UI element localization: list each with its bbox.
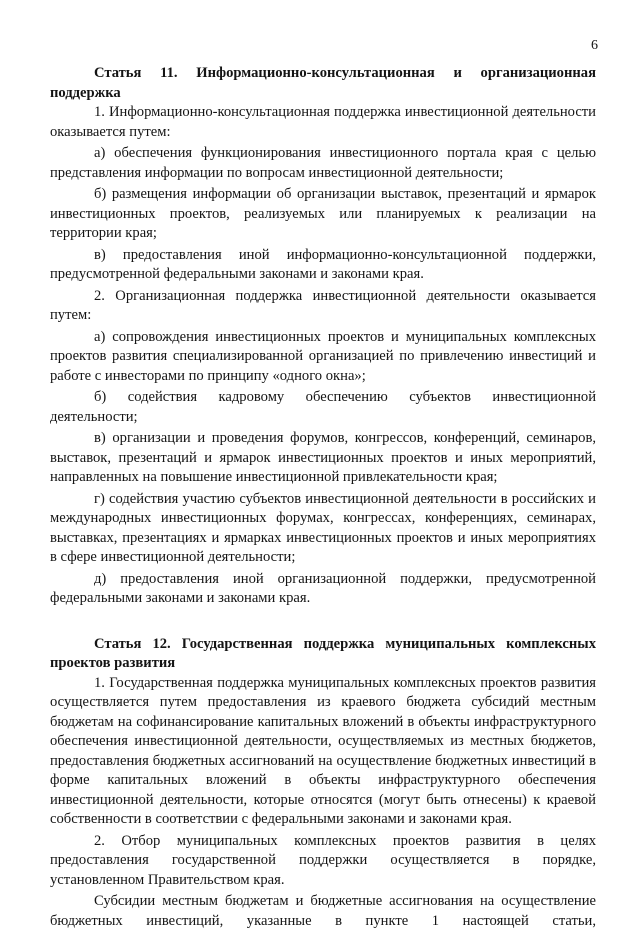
article-11-paragraph-2b: б) содействия кадровому обеспечению субъектов инвестиционной деятельности; bbox=[50, 389, 596, 425]
article-11-paragraph-2a: а) сопровождения инвестиционных проектов и муниципальных комплексных проектов развития специализированной организацией по привлечению инвестиций и работе с инвесторами по принципу «одного окна»; bbox=[50, 328, 596, 384]
article-11-paragraph-2e: д) предоставления иной организационной поддержки, предусмотренной федеральными законами и законами края. bbox=[50, 570, 596, 606]
article-11-paragraph-2c: в) организации и проведения форумов, конгрессов, конференций, семинаров, выставок, презентаций и ярмарок инвестиционных проектов и иных мероприятий, направленных на повышение инвестиционной привлекательности края; bbox=[50, 430, 596, 485]
section-spacer bbox=[50, 611, 596, 635]
article-11-paragraph-1a: а) обеспечения функционирования инвестиционного портала края с целью представления информации по вопросам инвестиционной деятельности; bbox=[50, 145, 596, 181]
article-11-paragraph-1c: в) предоставления иной информационно-консультационной поддержки, предусмотренной федеральными законами и законами края. bbox=[50, 246, 596, 282]
article-12 bbox=[50, 635, 596, 932]
article-11-paragraph-1b: б) размещения информации об организации выставок, презентаций и ярмарок инвестиционных проектов, реализуемых или планируемых к реализации на территории края; bbox=[50, 186, 596, 241]
article-12-paragraph-1: 1. Государственная поддержка муниципальных комплексных проектов развития осуществляется путем предоставления из краевого бюджета субсидий местным бюджетам на софинансирование капитальных вложений в объекты инфраструктурного обеспечения инвестиционной деятельности, осуществляемых из местных бюджетов, предоставления бюджетных ассигнований на осуществление бюджетных инвестиций в форме капитальных вложений в объекты инфраструктурного обеспечения инвестиционной деятельности, которые относятся (могут быть отнесены) к краевой собственности в соответствии с федеральными законами и законами края. bbox=[50, 674, 596, 827]
article-11-paragraph-2: 2. Организационная поддержка инвестиционной деятельности оказывается путем: bbox=[50, 287, 596, 323]
article-12-paragraph-2: 2. Отбор муниципальных комплексных проектов развития в целях предоставления государственной поддержки осуществляется в порядке, установленном Правительством края. bbox=[50, 832, 596, 888]
page-number: 6 bbox=[591, 38, 598, 53]
article-11-paragraph-1: 1. Информационно-консультационная поддержка инвестиционной деятельности оказывается путем: bbox=[50, 104, 596, 140]
article-11 bbox=[50, 64, 596, 609]
article-12-title: Статья 12. Государственная поддержка муниципальных комплексных проектов развития bbox=[50, 635, 596, 671]
article-11-title: Статья 11. Информационно-консультационная и организационная поддержка bbox=[50, 65, 596, 101]
article-11-paragraph-2d: г) содействия участию субъектов инвестиционной деятельности в российских и международных инвестиционных форумах, конгрессах, конференциях, семинарах, выставках, презентациях и ярмарках инвестиционных проектов и иных мероприятиях в сфере инвестиционной деятельности; bbox=[50, 490, 596, 565]
document-body bbox=[50, 64, 596, 933]
article-12-paragraph-3: Субсидии местным бюджетам и бюджетные ассигнования на осуществление бюджетных инвестиций, указанные в пункте 1 настоящей статьи, bbox=[50, 893, 596, 929]
